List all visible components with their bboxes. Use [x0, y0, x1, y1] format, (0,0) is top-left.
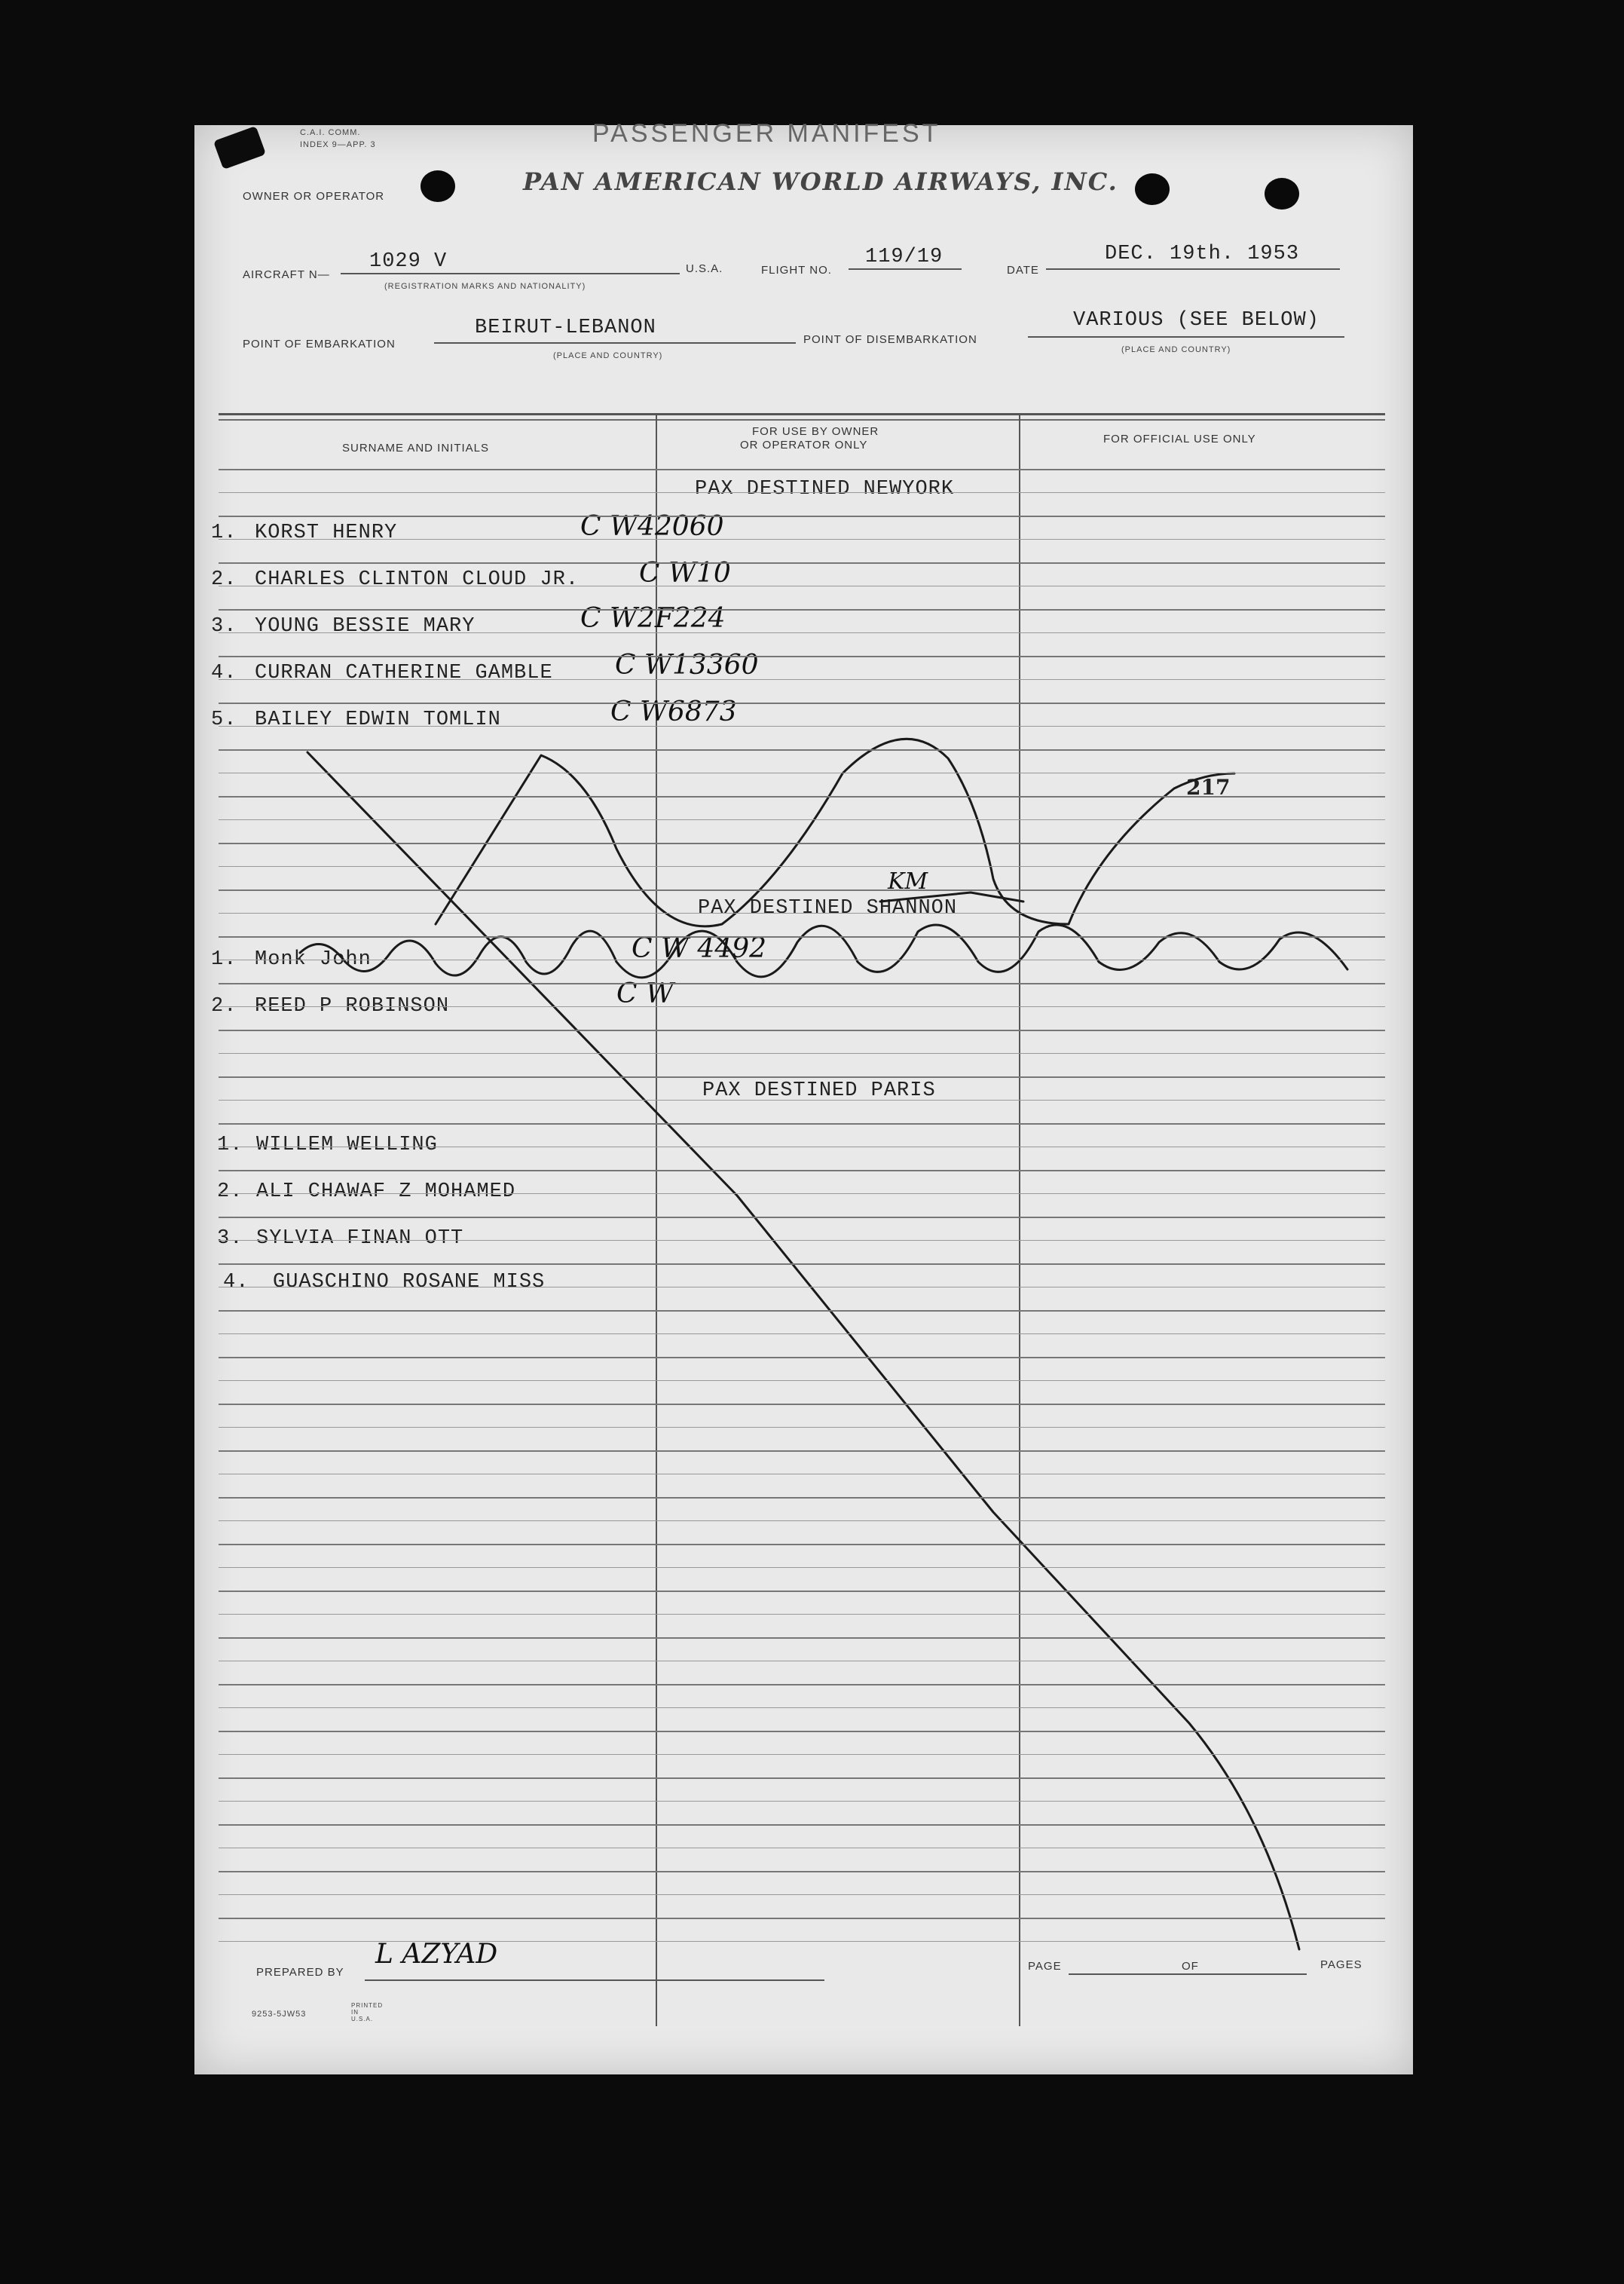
table-rule: [219, 562, 1385, 564]
table-rule: [219, 539, 1385, 540]
form-number: 9253-5JW53: [252, 2010, 307, 2019]
table-rule: [219, 1754, 1385, 1755]
heading-correction: KM: [888, 868, 928, 895]
flight-value: 119/19: [865, 246, 944, 268]
airline-name: PAN AMERICAN WORLD AIRWAYS, INC.: [523, 167, 1118, 196]
table-rule: [219, 889, 1385, 891]
passenger-name: ALI CHAWAF Z MOHAMED: [256, 1180, 516, 1203]
group-heading-paris: PAX DESTINED PARIS: [702, 1079, 936, 1102]
loop-stroke: [436, 739, 1234, 926]
col-owner-header-1: FOR USE BY OWNER: [752, 425, 879, 438]
table-rule: [219, 1427, 1385, 1428]
passenger-number: 2.: [211, 568, 237, 591]
table-rule: [219, 1894, 1385, 1895]
table-rule: [219, 492, 1385, 493]
table-rule: [219, 1240, 1385, 1241]
form-tag-line2: INDEX 9—APP. 3: [300, 140, 376, 149]
passenger-name: GUASCHINO ROSANE MISS: [273, 1271, 546, 1294]
table-rule: [219, 703, 1385, 704]
passenger-name: CHARLES CLINTON CLOUD JR.: [255, 568, 580, 591]
passenger-number: 4.: [211, 662, 237, 684]
table-rule: [219, 1614, 1385, 1615]
handwritten-mark: C W42060: [580, 511, 724, 542]
table-rule: [219, 1637, 1385, 1639]
table-rule: [219, 1777, 1385, 1779]
passenger-number: 1.: [211, 522, 237, 544]
page-number-note: 217: [1186, 775, 1231, 800]
table-rule: [219, 819, 1385, 820]
table-rule: [219, 1567, 1385, 1568]
table-rule: [219, 1801, 1385, 1802]
table-rule: [219, 1731, 1385, 1732]
table-rule: [219, 1450, 1385, 1452]
passenger-name: REED P ROBINSON: [255, 995, 450, 1018]
passenger-number: 1.: [217, 1134, 243, 1156]
table-rule: [219, 1544, 1385, 1545]
aircraft-value: 1029 V: [369, 250, 448, 273]
passenger-name: SYLVIA FINAN OTT: [256, 1227, 464, 1250]
passenger-name: WILLEM WELLING: [256, 1134, 438, 1156]
usa-label: U.S.A.: [686, 262, 723, 275]
manifest-title: PASSENGER MANIFEST: [592, 119, 941, 148]
table-rule: [219, 1217, 1385, 1218]
col-official-header: FOR OFFICIAL USE ONLY: [1103, 433, 1256, 445]
embarkation-label: POINT OF EMBARKATION: [243, 338, 396, 351]
table-rule: [219, 1824, 1385, 1826]
table-rule: [219, 1357, 1385, 1358]
table-rule: [219, 656, 1385, 657]
form-tag-line1: C.A.I. COMM.: [300, 128, 361, 137]
table-rule: [219, 1193, 1385, 1194]
table-rule: [219, 983, 1385, 984]
table-rule: [219, 1310, 1385, 1312]
passenger-number: 5.: [211, 709, 237, 731]
table-rule: [219, 1941, 1385, 1942]
col-owner-header-2: OR OPERATOR ONLY: [740, 439, 868, 452]
table-rule: [219, 1520, 1385, 1521]
table-rule: [219, 516, 1385, 517]
table-rule: [219, 936, 1385, 938]
date-value: DEC. 19th. 1953: [1105, 243, 1300, 265]
embarkation-value: BEIRUT-LEBANON: [475, 317, 656, 339]
table-rule: [219, 1333, 1385, 1334]
prepared-by-label: PREPARED BY: [256, 1966, 344, 1979]
handwritten-mark: C W 4492: [632, 933, 767, 964]
table-rule: [219, 1006, 1385, 1007]
table-rule: [219, 726, 1385, 727]
table-rule: [219, 1404, 1385, 1405]
group-heading-shannon: PAX DESTINED SHANNON: [698, 897, 958, 920]
table-rule: [219, 609, 1385, 611]
table-rule: [219, 1684, 1385, 1685]
passenger-number: 3.: [211, 615, 237, 638]
col-surname-header: SURNAME AND INITIALS: [342, 442, 490, 455]
diagonal-cross-line: [307, 752, 1299, 1949]
passenger-number: 3.: [217, 1227, 243, 1250]
registration-note: (REGISTRATION MARKS AND NATIONALITY): [384, 282, 586, 291]
place-note: (PLACE AND COUNTRY): [553, 351, 663, 360]
table-rule: [219, 1497, 1385, 1499]
table-rule: [219, 1707, 1385, 1708]
table-rule: [219, 1030, 1385, 1031]
handwritten-mark: C W10: [639, 558, 731, 589]
table-rule: [219, 1380, 1385, 1381]
passenger-name: Monk John: [255, 948, 372, 971]
passenger-number: 2.: [217, 1180, 243, 1203]
table-rule: [219, 866, 1385, 867]
group-heading-newyork: PAX DESTINED NEWYORK: [695, 478, 955, 501]
table-rule: [219, 749, 1385, 751]
handwritten-mark: C W: [616, 978, 674, 1009]
table-rule: [219, 796, 1385, 798]
table-rule: [219, 1918, 1385, 1919]
correction-strike: [880, 892, 1023, 902]
table-rule: [219, 1170, 1385, 1171]
table-rule: [219, 913, 1385, 914]
passenger-name: CURRAN CATHERINE GAMBLE: [255, 662, 553, 684]
handwritten-mark: C W6873: [610, 697, 737, 727]
pages-label: PAGES: [1320, 1958, 1363, 1971]
passenger-name: BAILEY EDWIN TOMLIN: [255, 709, 501, 731]
printed-mark: PRINTED IN U.S.A.: [351, 2002, 384, 2022]
table-rule: [219, 843, 1385, 844]
passenger-number: 4.: [223, 1271, 249, 1294]
aircraft-label: AIRCRAFT N—: [243, 268, 330, 281]
date-label: DATE: [1007, 264, 1039, 277]
table-rule: [219, 1053, 1385, 1054]
owner-operator-label: OWNER OR OPERATOR: [243, 190, 385, 203]
table-rule: [219, 1123, 1385, 1125]
table-rule: [219, 1263, 1385, 1265]
handwritten-mark: C W2F224: [580, 603, 726, 634]
manifest-sheet: [194, 119, 1413, 2074]
passenger-number: 2.: [211, 995, 237, 1018]
flight-label: FLIGHT NO.: [761, 264, 832, 277]
wavy-strike: [300, 925, 1347, 978]
table-rule: [219, 679, 1385, 680]
table-rule: [219, 1100, 1385, 1101]
table-rule: [219, 1076, 1385, 1078]
of-label: OF: [1182, 1960, 1199, 1973]
handwritten-mark: C W13360: [615, 650, 759, 681]
table-rule: [219, 1871, 1385, 1872]
table-rule: [219, 632, 1385, 633]
table-rule: [219, 469, 1385, 470]
page-label: PAGE: [1028, 1960, 1062, 1973]
disembarkation-label: POINT OF DISEMBARKATION: [803, 333, 977, 346]
passenger-name: YOUNG BESSIE MARY: [255, 615, 476, 638]
table-rule: [219, 1591, 1385, 1592]
disembarkation-value: VARIOUS (SEE BELOW): [1073, 309, 1320, 332]
prepared-by-signature: L AZYAD: [375, 1939, 498, 1970]
passenger-name: KORST HENRY: [255, 522, 398, 544]
passenger-number: 1.: [211, 948, 237, 971]
place-note-right: (PLACE AND COUNTRY): [1121, 345, 1231, 354]
